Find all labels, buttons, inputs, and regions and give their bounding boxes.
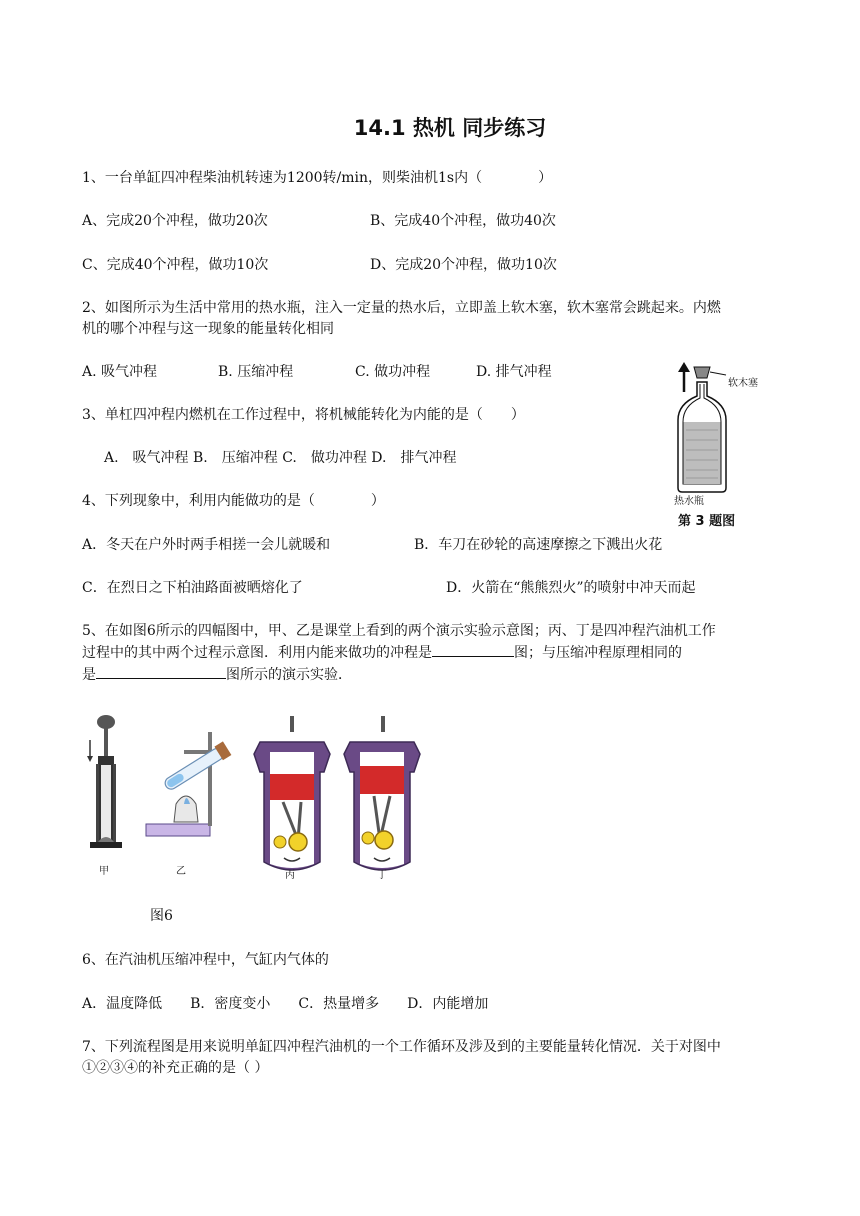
q1-option-c: C、完成40个冲程，做功10次 <box>82 257 269 273</box>
q7-line2: ①②③④的补充正确的是（ ） <box>82 1060 269 1076</box>
q7-line1: 7、下列流程图是用来说明单缸四冲程汽油机的一个工作循环及涉及到的主要能量转化情况．关于对图中 <box>82 1039 721 1055</box>
q4-option-d: D．火箭在“熊熊烈火”的喷射中冲天而起 <box>446 580 696 596</box>
q1-option-d: D、完成20个冲程，做功10次 <box>370 257 557 273</box>
q4-stem: 4、下列现象中，利用内能做功的是（ ） <box>82 493 385 509</box>
answer-blank-1[interactable] <box>432 642 514 657</box>
q5-line2-text-b: 图；与压缩冲程原理相同的 <box>514 645 682 661</box>
figure-6 <box>84 712 434 880</box>
q2-option-a: A. 吸气冲程 <box>82 364 158 380</box>
q4-option-b: B．车刀在砂轮的高速摩擦之下溅出火花 <box>414 537 663 553</box>
q5-line1: 5、在如图6所示的四幅图中，甲、乙是课堂上看到的两个演示实验示意图；丙、丁是四冲程汽油机工作 <box>82 623 716 639</box>
q2-option-c: C. 做功冲程 <box>355 364 431 380</box>
q5-line3-text-a: 是 <box>82 667 96 683</box>
q1-option-b: B、完成40个冲程，做功40次 <box>370 213 556 229</box>
test-tube-heating-diagram <box>146 732 231 836</box>
thermos-figure <box>664 360 780 530</box>
q5-line3-text-b: 图所示的演示实验． <box>226 667 352 683</box>
q1-option-a: A、完成20个冲程，做功20次 <box>82 213 268 229</box>
q5-line2-text-a: 过程中的其中两个过程示意图．利用内能来做功的冲程是 <box>82 645 432 661</box>
figure6-label-bing: 丙 <box>285 870 295 881</box>
q1-stem: 1、一台单缸四冲程柴油机转速为1200转/min，则柴油机1s内（ ） <box>82 170 553 186</box>
cork-label: 软木塞 <box>728 378 758 389</box>
q5-line3 <box>82 664 352 685</box>
q6-stem: 6、在汽油机压缩冲程中，气缸内气体的 <box>82 952 329 968</box>
q2-option-b: B. 压缩冲程 <box>218 364 294 380</box>
figure6-label-yi: 乙 <box>176 866 186 877</box>
answer-blank-2[interactable] <box>96 664 226 679</box>
q2-stem-line2: 机的哪个冲程与这一现象的能量转化相同 <box>82 321 334 337</box>
q6-options: A．温度降低 B．密度变小 C．热量增多 D．内能增加 <box>82 996 489 1012</box>
q4-option-c: C．在烈日之下柏油路面被晒熔化了 <box>82 580 303 596</box>
figure6-caption: 图6 <box>150 908 173 924</box>
q2-option-d: D. 排气冲程 <box>476 364 552 380</box>
q5-line2 <box>82 642 682 663</box>
figure3-caption: 第 3 题图 <box>678 514 736 529</box>
figure6-label-jia: 甲 <box>99 866 109 877</box>
q2-stem-line1: 2、如图所示为生活中常用的热水瓶，注入一定量的热水后，立即盖上软木塞，软木塞常会跳起来。内燃 <box>82 300 721 316</box>
bottle-label: 热水瓶 <box>674 496 704 507</box>
engine-stroke-diagram-ding <box>344 716 420 870</box>
q4-option-a: A．冬天在户外时两手相搓一会儿就暖和 <box>82 537 331 553</box>
page-title: 14.1 热机 同步练习 <box>353 116 547 140</box>
q3-options: A. 吸气冲程 B. 压缩冲程 C. 做功冲程 D. 排气冲程 <box>104 450 457 466</box>
q3-stem: 3、单杠四冲程内燃机在工作过程中，将机械能转化为内能的是（ ） <box>82 407 525 423</box>
engine-stroke-diagram-bing <box>254 716 330 870</box>
fire-piston-diagram <box>87 715 122 848</box>
figure6-label-ding: 丁 <box>377 870 387 881</box>
